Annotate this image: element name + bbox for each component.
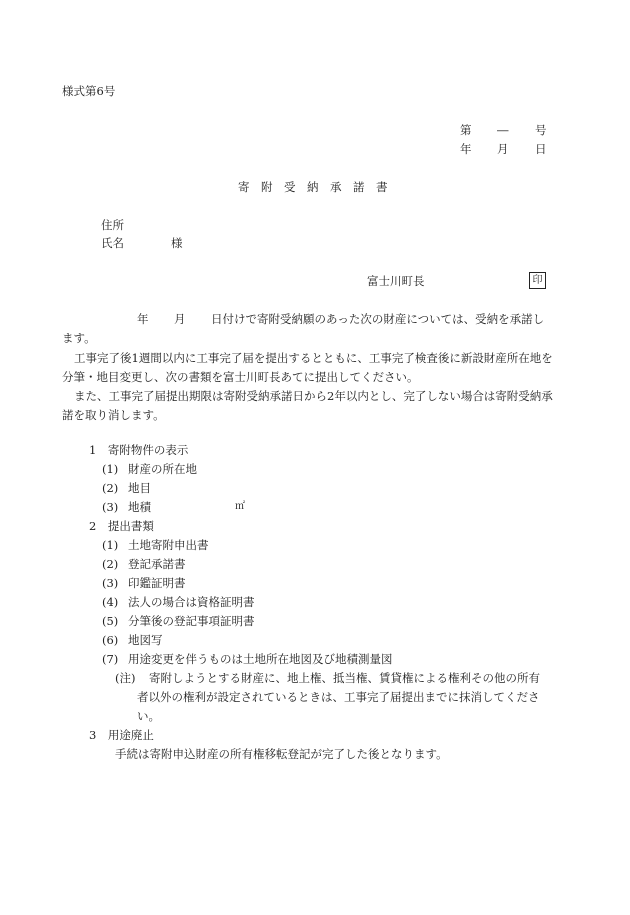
section2-item4-text: 法人の場合は資格証明書	[128, 595, 255, 609]
note-line2: 者以外の権利が設定されているときは、工事完了届提出までに抹消してくださ	[137, 690, 540, 704]
section1-item1-num: (1)	[102, 462, 119, 476]
section1-heading: 1 寄附物件の表示	[89, 443, 189, 457]
intro-line2: ます。	[62, 331, 96, 345]
paragraph-deadline: また、工事完了届提出期限は寄附受納承諾日から2年以内とし、完了しない場合は寄附受納承諾を取り消します。	[62, 389, 553, 422]
section2-item5-text: 分筆後の登記事項証明書	[128, 614, 255, 628]
section2-item6-text: 地図写	[128, 633, 163, 647]
address-label: 住所	[101, 218, 124, 232]
section2-item2-text: 登記承諾書	[128, 557, 186, 571]
date-day: 日	[535, 142, 547, 156]
section1-item3-text: 地積	[128, 500, 151, 514]
section2-item1-num: (1)	[102, 538, 119, 552]
paragraph-submission: 工事完了後1週間以内に工事完了届を提出するとともに、工事完了検査後に新設財産所在地を分筆・地目変更し、次の書類を富士川町長あてに提出してください。	[62, 351, 553, 384]
section1-item2-num: (2)	[102, 481, 119, 495]
section2-item6-num: (6)	[102, 633, 119, 647]
ref-dash: ―	[497, 123, 509, 137]
section2-item1-text: 土地寄附申出書	[128, 538, 209, 552]
note-label: (注)	[115, 671, 136, 685]
seal-box: 印	[529, 272, 546, 289]
intro-year: 年	[137, 312, 149, 326]
intro-month: 月	[174, 312, 186, 326]
area-unit: ㎡	[235, 501, 245, 512]
sama-label: 様	[171, 236, 183, 250]
section2-item3-text: 印鑑証明書	[128, 576, 186, 590]
ref-dai: 第	[460, 123, 472, 137]
section2-heading: 2 提出書類	[89, 519, 154, 533]
section2-item7-text: 用途変更を伴うものは土地所在地図及び地積測量図	[128, 652, 393, 666]
note-line3: い。	[137, 709, 160, 723]
date-year: 年	[460, 142, 472, 156]
section1-item1-text: 財産の所在地	[128, 462, 197, 476]
date-month: 月	[497, 142, 509, 156]
section2-item4-num: (4)	[102, 595, 119, 609]
section1-item2-text: 地目	[128, 481, 151, 495]
section1-item3-num: (3)	[102, 500, 119, 514]
section2-item2-num: (2)	[102, 557, 119, 571]
ref-go: 号	[535, 123, 547, 137]
section2-item3-num: (3)	[102, 576, 119, 590]
section2-item7-num: (7)	[102, 652, 119, 666]
name-label: 氏名	[101, 236, 124, 250]
document-title: 寄 附 受 納 承 諾 書	[238, 180, 388, 194]
issuer-name: 富士川町長	[367, 274, 425, 288]
section3-heading: 3 用途廃止	[89, 728, 154, 742]
section2-item5-num: (5)	[102, 614, 119, 628]
intro-line1: 日付けで寄附受納願のあった次の財産については、受納を承諾し	[211, 312, 545, 326]
form-number: 様式第6号	[62, 84, 116, 98]
note-line1: 寄附しようとする財産に、地上権、抵当権、賃貸権による権利その他の所有	[149, 671, 540, 685]
section3-text: 手続は寄附申込財産の所有権移転登記が完了した後となります。	[115, 747, 448, 761]
